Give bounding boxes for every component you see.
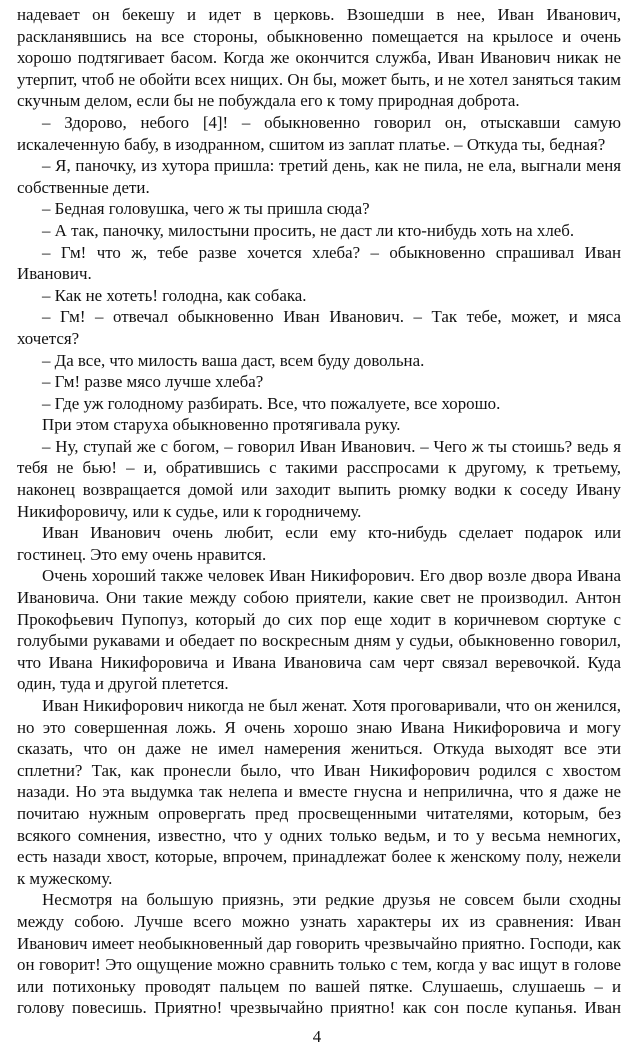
dialogue-line: – Гм! разве мясо лучше хлеба? <box>42 372 264 392</box>
paragraph: Очень хороший также человек Иван Никифорович. Его двор возле двора Ивана Ивановича. Они такие между собою приятели, какие свет не производил. Антон Прокофьевич Пупопуз, который до сих пор еще ходит в коричневом сюртуке с голубыми рукавами и обедает по воскресным дням у судьи, обыкновенно говорил, что Ивана Никифоровича и Ивана Ивановича сам черт связал веревочкой. Куда один, туда и другой плетется. <box>17 566 621 694</box>
dialogue-line: – Как не хотеть! голодна, как собака. <box>42 285 307 305</box>
dialogue-line: – А так, паночку, милостыни просить, не даст ли кто-нибудь хоть на хлеб. <box>42 220 575 240</box>
dialogue-line: – Гм! что ж, тебе разве хочется хлеба? – обыкновенно спрашивал Иван Иванович. <box>17 242 621 284</box>
paragraph: Иван Иванович очень любит, если ему кто-нибудь сделает подарок или гостинец. Это ему очень нравится. <box>17 523 621 564</box>
paragraph: Несмотря на большую приязнь, эти редкие друзья не совсем были сходны между собою. Лучше всего можно узнать характеры их из сравнения: Иван Иванович имеет необыкновенный дар говорить чрезвычайно приятно. Господи, как он говорит! Это ощущение можно сравнить только с тем, когда у вас ищут в голове или потихоньку проводят пальцем по вашей пятке. Слушаешь, слушаешь – и голову повесишь. Приятно! чрезвычайно приятно! как сон после купанья. Иван <box>17 890 621 1018</box>
dialogue-line: – Ну, ступай же с богом, – говорил Иван Иванович. – Чего ж ты стоишь? ведь я тебя не бью! – и, обратившись с такими расспросами к другому, к третьему, наконец возвращается домой или заходит выпить рюмку водки к соседу Ивану Никифоровичу, или к судье, или к городничему. <box>17 436 621 521</box>
dialogue-line: – Здорово, небого [4]! – обыкновенно говорил он, отыскавши самую искалеченную бабу, в изодранном, сшитом из заплат платье. – Откуда ты, бедная? <box>17 112 621 154</box>
dialogue-line: – Бедная головушка, чего ж ты пришла сюда? <box>42 199 370 219</box>
paragraph: Иван Никифорович никогда не был женат. Хотя проговаривали, что он женился, но это совершенная ложь. Я очень хорошо знаю Ивана Никифоровича и могу сказать, что он даже не имел намерения жениться. Откуда выходят все эти сплетни? Так, как пронесли было, что Иван Никифорович родился с хвостом назади. Но эта выдумка так нелепа и вместе гнусна и неприлична, что я даже не почитаю нужным опровергать пред просвещенными читателями, которым, без всякого сомнения, известно, что у одних только ведьм, и то у весьма немногих, есть назади хвост, которые, впрочем, принадлежат более к женскому полу, нежели к мужескому. <box>17 696 621 888</box>
dialogue-line: – Да все, что милость ваша даст, всем буду довольна. <box>42 350 425 370</box>
paragraph-continuation: надевает он бекешу и идет в церковь. Взошедши в нее, Иван Иванович, раскланявшись на все стороны, обыкновенно помещается на крылосе и очень хорошо подтягивает басом. Когда же окончится служба, Иван Иванович никак не утерпит, чтоб не обойти всех нищих. Он бы, может быть, и не хотел заняться таким скучным делом, если бы не побуждала его к тому природная доброта. <box>17 5 621 111</box>
dialogue-line: – Я, паночку, из хутора пришла: третий день, как не пила, не ела, выгнали меня собственные дети. <box>17 156 621 197</box>
dialogue-line: – Гм! – отвечал обыкновенно Иван Иванович. – Так тебе, может, и мяса хочется? <box>17 307 621 348</box>
page-number: 4 <box>312 1027 322 1046</box>
dialogue-line: – Где уж голодному разбирать. Все, что пожалуете, все хорошо. <box>42 393 501 413</box>
paragraph: При этом старуха обыкновенно протягивала руку. <box>42 415 401 435</box>
page-body-text <box>17 4 621 1019</box>
